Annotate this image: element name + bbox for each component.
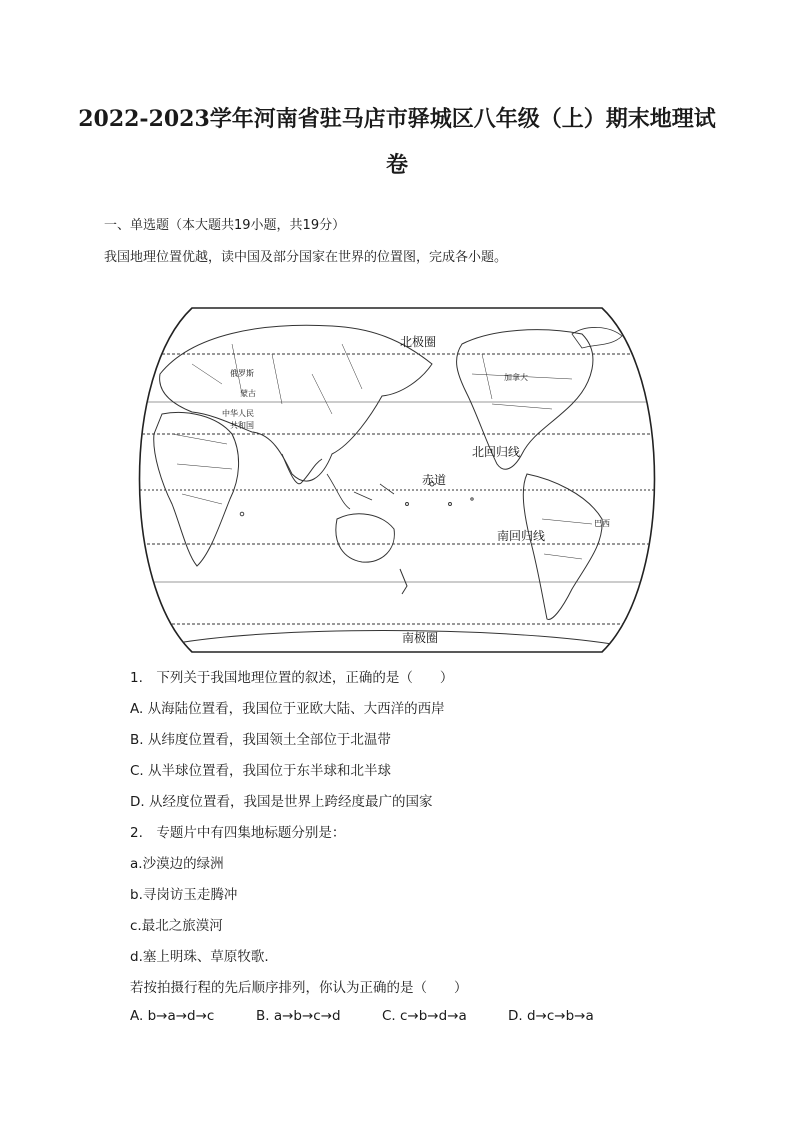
- question-1-option-c: C. 从半球位置看，我国位于东半球和北半球: [130, 763, 392, 779]
- label-mongolia: 蒙古: [240, 389, 256, 398]
- intro-text: 我国地理位置优越，读中国及部分国家在世界的位置图，完成各小题。: [104, 250, 508, 265]
- label-china-2: 共和国: [230, 421, 254, 430]
- section-heading: 一、单选题（本大题共19小题，共19分）: [104, 218, 346, 233]
- question-2-item-b: b.寻岗访玉走腾冲: [130, 887, 238, 903]
- question-2-option-a: A. b→a→d→c: [130, 1008, 215, 1024]
- question-2-stem: 2. 专题片中有四集地标题分别是：: [130, 825, 346, 841]
- label-tropic-cancer: 北回归线: [472, 445, 521, 459]
- title-line-1: 2022-2023学年河南省驻马店市驿城区八年级（上）期末地理试: [78, 106, 716, 132]
- map-frame: [140, 308, 655, 652]
- label-arctic-circle: 北极圈: [400, 335, 437, 349]
- question-1-option-a: A. 从海陆位置看，我国位于亚欧大陆、大西洋的西岸: [130, 701, 445, 717]
- label-antarctic-circle: 南极圈: [402, 631, 439, 645]
- label-brazil: 巴西: [594, 519, 610, 528]
- question-2-option-d: D. d→c→b→a: [508, 1008, 594, 1024]
- label-canada: 加拿大: [504, 373, 528, 382]
- question-2-item-c: c.最北之旅漠河: [130, 918, 223, 934]
- question-2-item-a: a.沙漠边的绿洲: [130, 856, 224, 872]
- label-russia: 俄罗斯: [230, 369, 254, 378]
- label-equator: 赤道: [422, 473, 447, 487]
- world-map-figure: [132, 304, 662, 656]
- world-map-svg: [132, 304, 662, 656]
- question-2-option-c: C. c→b→d→a: [382, 1008, 467, 1024]
- question-1-option-b: B. 从纬度位置看，我国领土全部位于北温带: [130, 732, 391, 748]
- title-line-2: 卷: [385, 152, 408, 178]
- question-1-option-d: D. 从经度位置看，我国是世界上跨经度最广的国家: [130, 794, 433, 810]
- question-2-prompt: 若按拍摄行程的先后顺序排列，你认为正确的是（ ）: [130, 980, 468, 996]
- label-tropic-capricorn: 南回归线: [497, 529, 546, 543]
- question-1-stem: 1. 下列关于我国地理位置的叙述，正确的是（ ）: [130, 670, 454, 686]
- question-2-item-d: d.塞上明珠、草原牧歌.: [130, 949, 269, 965]
- question-2-option-b: B. a→b→c→d: [256, 1008, 341, 1024]
- label-china-1: 中华人民: [222, 409, 254, 418]
- page-title: [60, 96, 734, 188]
